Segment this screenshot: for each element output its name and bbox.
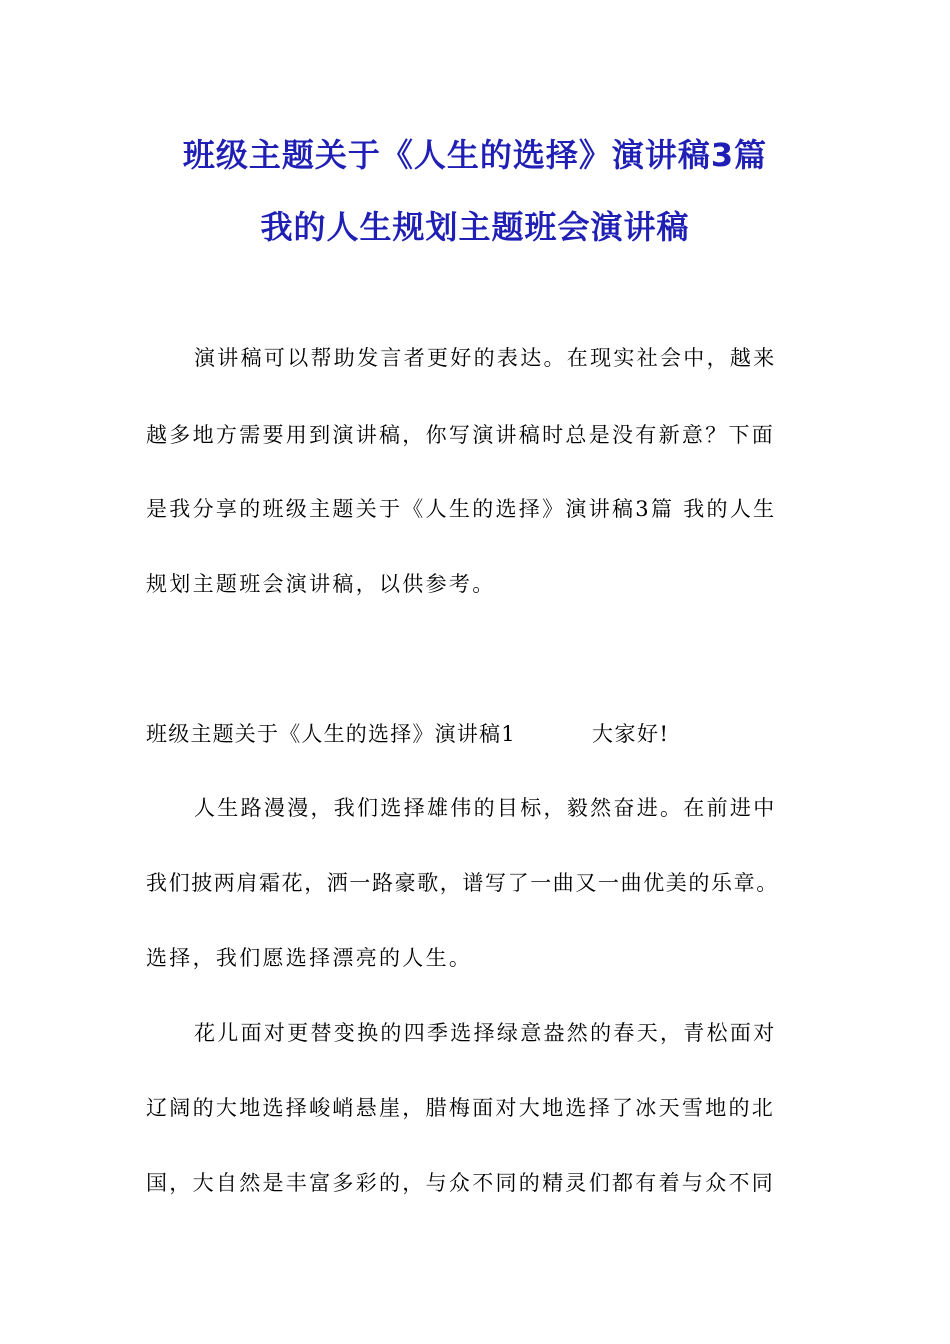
intro-line-4: 规划主题班会演讲稿，以供参考。: [146, 572, 496, 596]
intro-line-1: 演讲稿可以帮助发言者更好的表达。在现实社会中，越来: [194, 346, 777, 370]
section-heading: 班级主题关于《人生的选择》演讲稿1: [146, 722, 516, 746]
greeting: 大家好!: [592, 722, 670, 746]
document-title: 班级主题关于《人生的选择》演讲稿3篇: [182, 136, 768, 174]
intro-line-2: 越多地方需要用到演讲稿，你写演讲稿时总是没有新意？下面: [146, 423, 776, 447]
document-subtitle: 我的人生规划主题班会演讲稿: [260, 208, 690, 246]
paragraph2-line-1: 花儿面对更替变换的四季选择绿意盎然的春天，青松面对: [194, 1021, 777, 1045]
paragraph1-line-1: 人生路漫漫，我们选择雄伟的目标，毅然奋进。在前进中: [194, 796, 777, 820]
intro-line-3: 是我分享的班级主题关于《人生的选择》演讲稿3篇 我的人生: [146, 497, 777, 521]
paragraph2-line-2: 辽阔的大地选择峻峭悬崖，腊梅面对大地选择了冰天雪地的北: [146, 1096, 776, 1120]
paragraph1-line-2: 我们披两肩霜花，洒一路豪歌，谱写了一曲又一曲优美的乐章。: [146, 871, 779, 895]
paragraph2-line-3: 国，大自然是丰富多彩的，与众不同的精灵们都有着与众不同: [146, 1171, 776, 1195]
paragraph1-line-3: 选择，我们愿选择漂亮的人生。: [146, 946, 473, 970]
